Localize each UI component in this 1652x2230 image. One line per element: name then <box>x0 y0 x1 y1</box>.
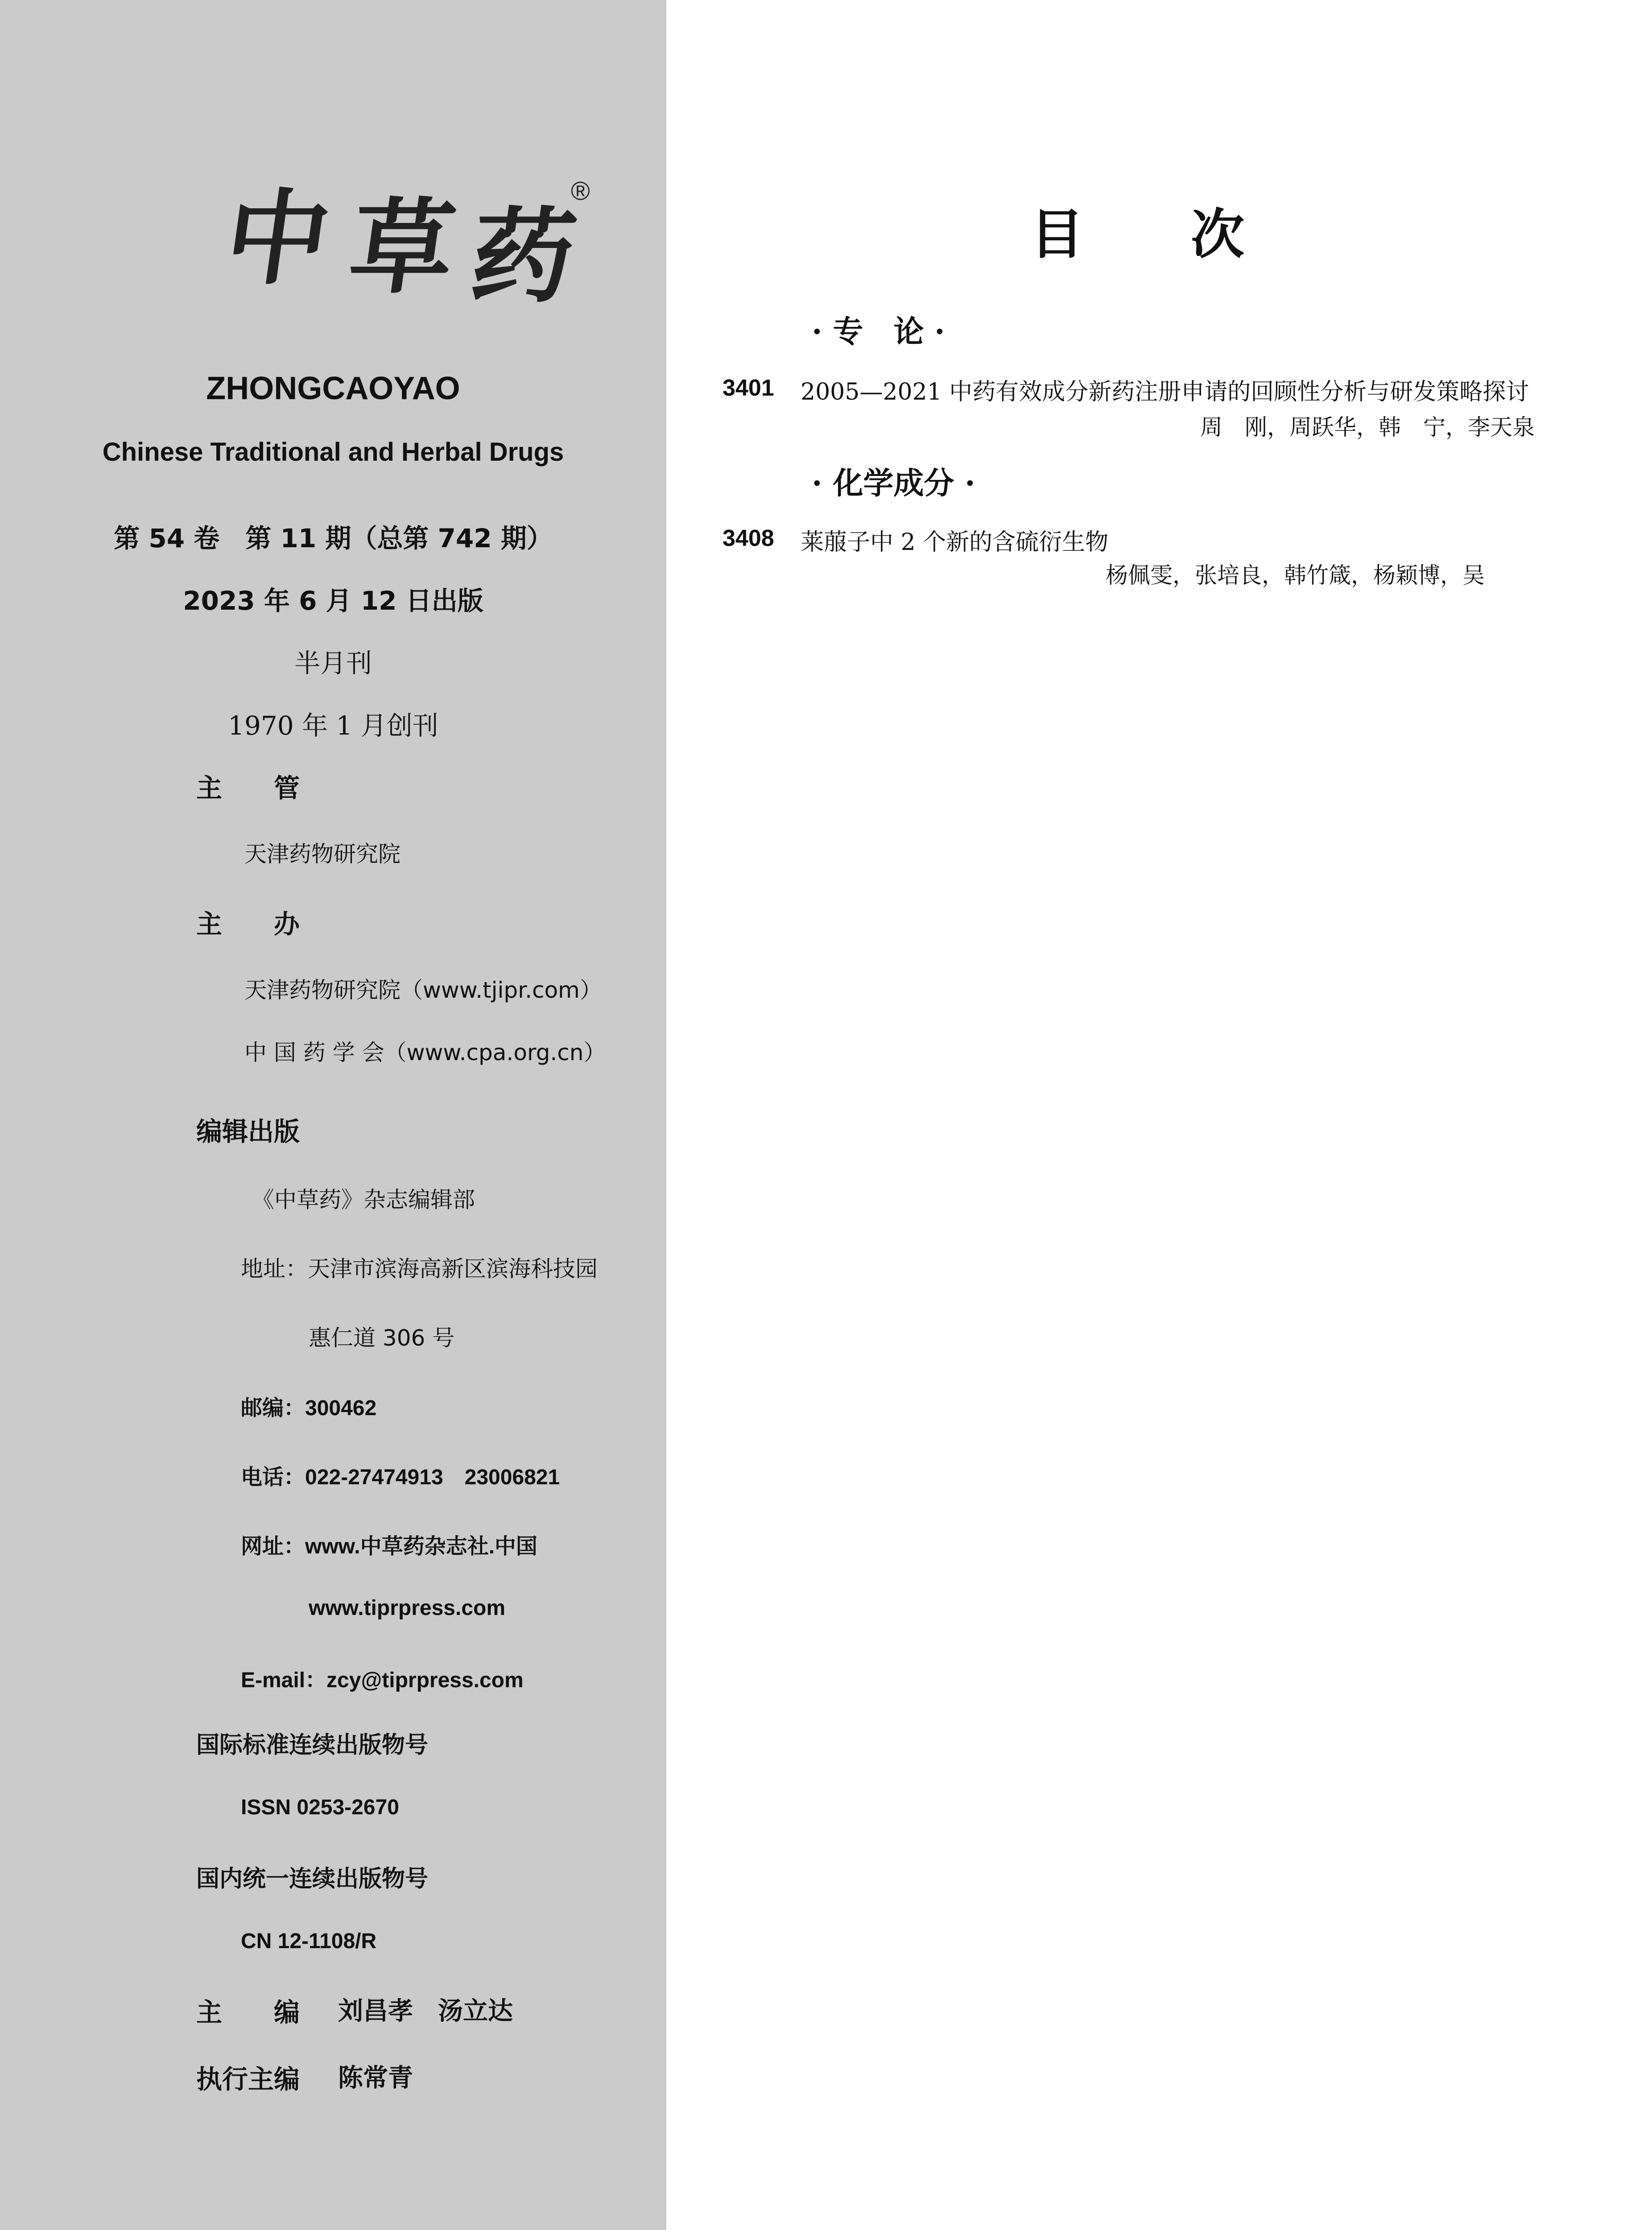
executive-editor: 陈常青 <box>338 2063 413 2093</box>
journal-pinyin: ZHONGCAOYAO <box>206 371 460 406</box>
toc-title: 目 次 <box>1030 204 1244 266</box>
toc-page-number: 3401 <box>723 375 774 401</box>
toc-article-title[interactable]: 2005—2021 中药有效成分新药注册申请的回顾性分析与研发策略探讨 <box>801 379 1529 405</box>
registered-mark: ® <box>571 177 590 206</box>
email: E-mail：zcy@tiprpress.com <box>241 1668 524 1692</box>
toc-page-number: 3408 <box>723 525 774 551</box>
cn-number: CN 12-1108/R <box>241 1929 377 1953</box>
frequency: 半月刊 <box>294 648 372 678</box>
postcode: 邮编：300462 <box>241 1396 377 1420</box>
editorial-dept: 《中草药》杂志编辑部 <box>252 1187 475 1213</box>
issn: ISSN 0253-2670 <box>241 1796 399 1819</box>
section-heading-review: · 专 论 · <box>812 314 945 350</box>
logo-char-2: 草 <box>343 187 463 308</box>
journal-english-title: Chinese Traditional and Herbal Drugs <box>102 438 564 467</box>
toc-article-authors: 周 刚，周跃华，韩 宁，李天泉 <box>1200 414 1535 440</box>
section-heading-chemistry: · 化学成分 · <box>812 466 975 501</box>
website-2: www.tiprpress.com <box>309 1596 505 1620</box>
editor-publisher-label: 编辑出版 <box>196 1116 300 1147</box>
address-line-1: 地址：天津市滨海高新区滨海科技园 <box>241 1256 598 1282</box>
supervisor-label: 主 管 <box>196 773 300 803</box>
founded-date: 1970 年 1 月创刊 <box>228 710 438 741</box>
sponsor-2: 中 国 药 学 会（www.cpa.org.cn） <box>244 1040 606 1065</box>
masthead-sidebar <box>0 0 666 2230</box>
chief-editor-label: 主 编 <box>196 1997 300 2028</box>
sponsor-label: 主 办 <box>196 909 300 939</box>
executive-editor-label: 执行主编 <box>196 2064 300 2094</box>
website-1: 网址：www.中草药杂志社.中国 <box>241 1535 537 1558</box>
supervisor: 天津药物研究院 <box>244 841 401 867</box>
phone: 电话：022-27474913 23006821 <box>241 1466 560 1489</box>
issn-label: 国际标准连续出版物号 <box>196 1732 429 1759</box>
publish-date: 2023 年 6 月 12 日出版 <box>183 586 483 616</box>
address-line-2: 惠仁道 306 号 <box>309 1325 455 1351</box>
toc-article-authors: 杨佩雯，张培良，韩竹箴，杨颖博，吴 <box>1106 562 1485 588</box>
toc-article-title[interactable]: 莱菔子中 2 个新的含硫衍生物 <box>801 529 1109 556</box>
logo-char-3: 药 <box>463 196 583 317</box>
cn-label: 国内统一连续出版物号 <box>196 1866 429 1892</box>
volume-issue: 第 54 卷 第 11 期（总第 742 期） <box>114 523 553 553</box>
sponsor-1: 天津药物研究院（www.tjipr.com） <box>244 977 602 1003</box>
logo-char-1: 中 <box>218 178 338 299</box>
chief-editor: 刘昌孝 汤立达 <box>338 1996 513 2026</box>
